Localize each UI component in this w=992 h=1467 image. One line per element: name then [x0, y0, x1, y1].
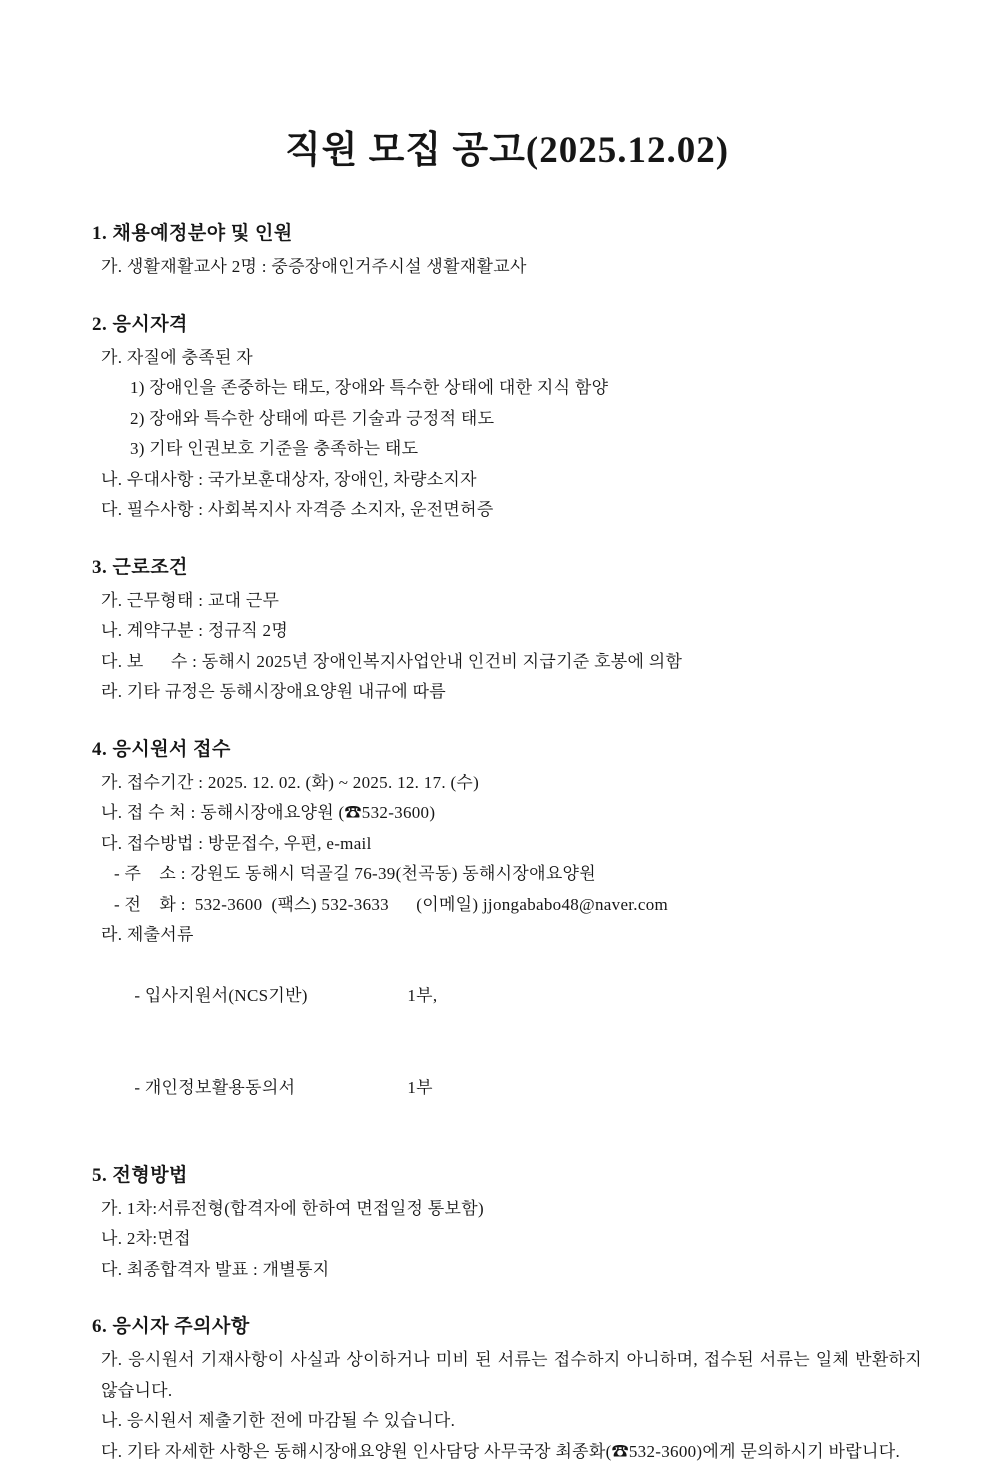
other-rules-line: 라. 기타 규정은 동해시장애요양원 내규에 따름 — [101, 682, 447, 702]
required-documents-line: 라. 제출서류 — [101, 925, 194, 945]
section-heading: 6. 응시자 주의사항 — [92, 1316, 250, 1338]
submission-method-line: 다. 접수방법 : 방문접수, 우편, e-mail — [101, 833, 372, 853]
section-working-conditions — [92, 552, 922, 708]
section-heading: 3. 근로조건 — [92, 556, 188, 578]
eligibility-line: 가. 자질에 충족된 자 — [101, 347, 253, 367]
document-title: 직원 모집 공고(2025.12.02) — [284, 130, 730, 171]
application-period-line: 가. 접수기간 : 2025. 12. 02. (화) ~ 2025. 12. 17. (수) — [101, 772, 480, 792]
section-selection-process — [92, 1160, 922, 1286]
section-applicant-notes — [92, 1311, 922, 1467]
contract-type-line: 나. 계약구분 : 정규직 2명 — [101, 621, 289, 641]
section-heading: 2. 응시자격 — [92, 313, 188, 335]
salary-line: 다. 보 수 : 동해시 2025년 장애인복지사업안내 인건비 지급기준 호봉에 의함 — [101, 651, 683, 671]
second-round-line: 나. 2차:면접 — [101, 1229, 191, 1249]
recruitment-field-line: 가. 생활재활교사 2명 : 중증장애인거주시설 생활재활교사 — [101, 257, 527, 277]
section-eligibility — [92, 309, 922, 526]
work-type-line: 가. 근무형태 : 교대 근무 — [101, 590, 280, 610]
document-item-copies: 1부 — [407, 1077, 433, 1097]
requirement-line: 다. 필수사항 : 사회복지사 자격증 소지자, 운전면허증 — [101, 500, 494, 520]
document-item — [92, 1042, 922, 1134]
first-round-line: 가. 1차:서류전형(합격자에 한하여 면접일정 통보함) — [101, 1198, 484, 1218]
document-item-label: - 개인정보활용동의서 — [134, 1077, 296, 1097]
submission-place-line: 나. 접 수 처 : 동해시장애요양원 (☎532-3600) — [101, 803, 436, 823]
preference-line: 나. 우대사항 : 국가보훈대상자, 장애인, 차량소지자 — [101, 469, 477, 489]
eligibility-subline: 3) 기타 인권보호 기준을 충족하는 태도 — [130, 439, 419, 459]
phone-fax-email-line: - 전 화 : 532-3600 (팩스) 532-3633 (이메일) jjongababo48@naver.com — [114, 894, 669, 914]
eligibility-subline: 1) 장애인을 존중하는 태도, 장애와 특수한 상태에 대한 지식 함양 — [130, 378, 609, 398]
section-application-submission — [92, 734, 922, 1134]
final-result-line: 다. 최종합격자 발표 : 개별통지 — [101, 1259, 330, 1279]
address-line: - 주 소 : 강원도 동해시 덕골길 76-39(천곡동) 동해시장애요양원 — [114, 864, 597, 884]
notes-line-deadline: 나. 응시원서 제출기한 전에 마감될 수 있습니다. — [101, 1411, 456, 1431]
document-item — [92, 951, 922, 1043]
section-heading: 4. 응시원서 접수 — [92, 738, 231, 760]
notes-line-contact: 다. 기타 자세한 사항은 동해시장애요양원 인사담당 사무국장 최종화(☎532-3600)에게 문의하시기 바랍니다. — [101, 1441, 900, 1461]
eligibility-subline: 2) 장애와 특수한 상태에 따른 기술과 긍정적 태도 — [130, 408, 495, 428]
section-recruitment-field — [92, 218, 922, 283]
section-heading: 5. 전형방법 — [92, 1164, 188, 1186]
notes-line-documents: 가. 응시원서 기재사항이 사실과 상이하거나 미비 된 서류는 접수하지 아니하며, 접수된 서류는 일체 반환하지 않습니다. — [101, 1350, 922, 1400]
document-item-label: - 입사지원서(NCS기반) — [134, 986, 308, 1006]
document-item-copies: 1부, — [407, 986, 438, 1006]
section-heading: 1. 채용예정분야 및 인원 — [92, 223, 293, 245]
